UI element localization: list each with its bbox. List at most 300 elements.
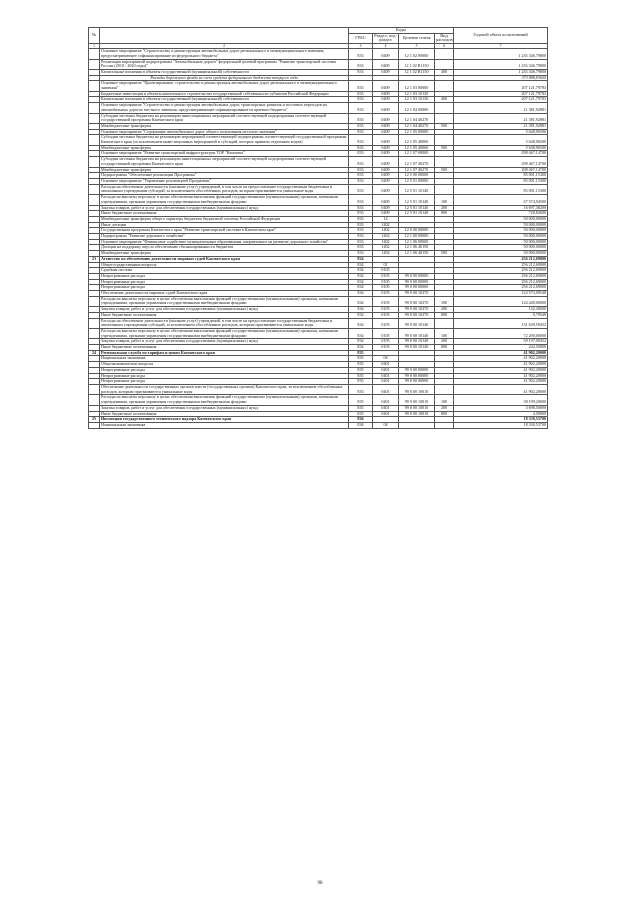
row-vid-cell xyxy=(435,59,454,69)
row-name-cell: Подпрограмма "Обеспечение реализации Программы" xyxy=(100,173,349,179)
row-target-cell: 12 5 01 10140 xyxy=(399,184,435,194)
row-target-cell: 99 0 00 10270 xyxy=(399,312,435,318)
row-razdel-cell: 04 xyxy=(373,422,399,428)
row-vid-cell xyxy=(435,113,454,123)
row-grbs-cell: 834 xyxy=(349,262,373,268)
table-row xyxy=(89,395,548,405)
row-target-cell: 99 0 00 10010 xyxy=(399,405,435,411)
row-name-cell: Межбюджетные трансферты общего характера бюджетам бюджетной системы Российской Федерации xyxy=(100,216,349,222)
row-grbs-cell: 833 xyxy=(349,113,373,123)
row-grbs-cell: 834 xyxy=(349,256,373,262)
row-amount-cell: 18 330,53700 xyxy=(454,417,548,423)
row-vid-cell: 800 xyxy=(435,411,454,417)
row-amount-cell: 50 000,00000 xyxy=(454,239,548,245)
row-name-cell: Непрограммные расходы xyxy=(100,367,349,373)
row-number-cell xyxy=(89,385,100,395)
row-amount-cell: 256 212,69000 xyxy=(454,285,548,291)
row-amount-cell: 373 988,83600 xyxy=(454,75,548,81)
table-body xyxy=(89,49,548,429)
row-name-cell: Основное мероприятие "Строительство и реконструкция автомобильных дорог, транспортных развязок и мостовых переходов на автомобильных дорогах местного значения, предусматривающее софинансирование из краевого бюджета" xyxy=(100,103,349,113)
row-vid-cell: 400 xyxy=(435,69,454,75)
row-razdel-cell: 1402 xyxy=(373,234,399,240)
row-grbs-cell: 834 xyxy=(349,345,373,351)
row-target-cell: 99 0 00 10140 xyxy=(399,345,435,351)
row-target-cell: 99 0 00 00000 xyxy=(399,367,435,373)
row-target-cell: 12 5 01 00000 xyxy=(399,178,435,184)
row-grbs-cell: 833 xyxy=(349,123,373,129)
row-name-cell: Государственная программа Камчатского края "Развитие транспортной системы в Камчатском крае" xyxy=(100,228,349,234)
row-razdel-cell: 1402 xyxy=(373,228,399,234)
row-grbs-cell: 834 xyxy=(349,339,373,345)
row-grbs-cell: 835 xyxy=(349,379,373,385)
row-grbs-cell: 833 xyxy=(349,205,373,211)
row-amount-cell: 124 573,09548 xyxy=(454,291,548,297)
row-vid-cell: 200 xyxy=(435,205,454,211)
row-razdel-cell: 0409 xyxy=(373,135,399,145)
row-target-cell: 12 1 02 R1150 xyxy=(399,69,435,75)
row-name-cell: Капитальные вложения в объекты государственной (муниципальной) собственности xyxy=(100,97,349,103)
row-grbs-cell: 833 xyxy=(349,234,373,240)
row-target-cell: 12 5 01 10140 xyxy=(399,211,435,217)
row-grbs-cell: 835 xyxy=(349,395,373,405)
row-grbs-cell: 834 xyxy=(349,328,373,338)
row-razdel-cell: 0401 xyxy=(373,395,399,405)
row-vid-cell xyxy=(435,157,454,167)
row-amount-cell: 50 000,00000 xyxy=(454,234,548,240)
row-target-cell: 99 0 00 00000 xyxy=(399,279,435,285)
row-name-cell: Субсидии местным бюджетам на реализацию инвестиционных мероприятий соответствующей подпрограммы соответствующей государственной программы Камчатского края xyxy=(100,157,349,167)
row-grbs-cell: 834 xyxy=(349,279,373,285)
row-grbs-cell: 835 xyxy=(349,385,373,395)
row-target-cell: 12 1 05 40060 xyxy=(399,135,435,145)
row-target-cell: 12 5 01 10140 xyxy=(399,205,435,211)
row-name-cell: Национальная экономика xyxy=(100,422,349,428)
row-name-cell: Расходы дорожного фонда за счет средств федерального бюджета текущего года xyxy=(100,75,349,81)
row-grbs-cell: 833 xyxy=(349,195,373,205)
row-amount-cell: 131 639,59452 xyxy=(454,318,548,328)
row-name-cell: Обеспечение деятельности государственных органов власти (государственных органов) Камчатского края, за исключением обособленных расходов, которым присваиваются уникальные коды xyxy=(100,385,349,395)
row-grbs-cell: 833 xyxy=(349,145,373,151)
row-razdel-cell: 0105 xyxy=(373,268,399,274)
row-number-cell xyxy=(89,113,100,123)
row-grbs-cell: 833 xyxy=(349,59,373,69)
row-name-cell: Основное мероприятие "Содержание автомобильных дорог общего пользования местного значения" xyxy=(100,129,349,135)
row-amount-cell: 1 233 346,79800 xyxy=(454,59,548,69)
row-name-cell: Основное мероприятие "Строительство и реконструкция автомобильных дорог регионального и межмуниципального значения, предусматривающее софинансирование из федерального бюджета" xyxy=(100,49,349,59)
row-razdel-cell: 0409 xyxy=(373,167,399,173)
row-grbs-cell: 835 xyxy=(349,367,373,373)
row-grbs-cell: 834 xyxy=(349,285,373,291)
column-number: 1 xyxy=(89,44,100,49)
row-grbs-cell: 833 xyxy=(349,157,373,167)
row-amount-cell: 256 212,69000 xyxy=(454,262,548,268)
row-razdel-cell: 0105 xyxy=(373,318,399,328)
row-name-cell: Судебная система xyxy=(100,268,349,274)
row-number-cell xyxy=(89,135,100,145)
row-number-cell xyxy=(89,395,100,405)
row-grbs-cell: 833 xyxy=(349,91,373,97)
header-grbs: ГРБС xyxy=(349,33,373,43)
row-grbs-cell: 833 xyxy=(349,239,373,245)
row-name-cell: Закупка товаров, работ и услуг для обеспечения государственных (муниципальных) нужд xyxy=(100,307,349,313)
page-number: 98 xyxy=(317,881,323,886)
row-name-cell: Иные бюджетные ассигнования xyxy=(100,211,349,217)
row-razdel-cell: 0409 xyxy=(373,211,399,217)
row-grbs-cell: 835 xyxy=(349,405,373,411)
row-name-cell: Дотации на поддержку мер по обеспечению сбалансированности бюджетов xyxy=(100,245,349,251)
row-vid-cell: 100 xyxy=(435,195,454,205)
row-name-cell: Межбюджетные трансферты xyxy=(100,251,349,257)
row-vid-cell: 100 xyxy=(435,328,454,338)
column-number: 6 xyxy=(435,44,454,49)
table-row xyxy=(89,422,548,428)
row-name-cell: Основное мероприятие "Финансовое содействие муниципальным образованиям, направленное на развитие дорожного хозяйства" xyxy=(100,239,349,245)
row-name-cell: Расходы на выплаты персоналу в целях обеспечения выполнения функций государственными (муниципальными) органами, казенными учреждениями, органами управления государственными внебюджетными фондами xyxy=(100,328,349,338)
row-name-cell: Агентство по обеспечению деятельности мировых судей Камчатского края xyxy=(100,256,349,262)
row-vid-cell: 800 xyxy=(435,211,454,217)
table-row xyxy=(89,296,548,306)
row-amount-cell: 298 467,14700 xyxy=(454,167,548,173)
row-target-cell: 99 0 00 10010 xyxy=(399,395,435,405)
row-vid-cell: 200 xyxy=(435,405,454,411)
row-name-cell: Межбюджетные трансферты xyxy=(100,123,349,129)
row-grbs-cell: 833 xyxy=(349,222,373,228)
row-target-cell: 12 1 06 40150 xyxy=(399,251,435,257)
row-number-cell xyxy=(89,422,100,428)
row-grbs-cell: 833 xyxy=(349,135,373,145)
row-amount-cell: 207 121,79783 xyxy=(454,97,548,103)
row-grbs-cell: 833 xyxy=(349,69,373,75)
row-name-cell: Иные дотации xyxy=(100,222,349,228)
row-grbs-cell: 835 xyxy=(349,411,373,417)
row-razdel-cell: 1402 xyxy=(373,245,399,251)
row-amount-cell: 85 001,15300 xyxy=(454,184,548,194)
row-number-cell xyxy=(89,318,100,328)
header-target-article: Целевая статья xyxy=(399,33,435,43)
row-number-cell xyxy=(89,195,100,205)
row-target-cell: 99 0 00 10270 xyxy=(399,291,435,297)
row-razdel-cell: 0409 xyxy=(373,113,399,123)
row-razdel-cell: 01 xyxy=(373,262,399,268)
row-amount-cell: 72 200,00000 xyxy=(454,328,548,338)
row-razdel-cell: 0401 xyxy=(373,411,399,417)
row-amount-cell: 50 000,00000 xyxy=(454,228,548,234)
row-name-cell: Основное мероприятие "Развитие транспортной инфраструктуры ТОР "Камчатка" xyxy=(100,151,349,157)
table-row xyxy=(89,81,548,91)
row-target-cell: 12 1 06 40150 xyxy=(399,245,435,251)
row-razdel-cell: 0105 xyxy=(373,291,399,297)
row-grbs-cell: 833 xyxy=(349,49,373,59)
row-grbs-cell: 834 xyxy=(349,268,373,274)
row-target-cell: 99 0 00 10270 xyxy=(399,307,435,313)
table-row xyxy=(89,135,548,145)
row-razdel-cell: 0409 xyxy=(373,69,399,75)
row-razdel-cell: 0409 xyxy=(373,195,399,205)
row-amount-cell: 21 381,92881 xyxy=(454,123,548,129)
row-vid-cell xyxy=(435,184,454,194)
row-target-cell: 12 1 07 40270 xyxy=(399,167,435,173)
row-vid-cell: 400 xyxy=(435,97,454,103)
row-target-cell: 12 1 04 40270 xyxy=(399,123,435,129)
row-target-cell: 99 0 00 10140 xyxy=(399,318,435,328)
row-razdel-cell: 0105 xyxy=(373,307,399,313)
row-target-cell: 12 1 00 00000 xyxy=(399,234,435,240)
row-number-cell xyxy=(89,157,100,167)
row-grbs-cell: 834 xyxy=(349,318,373,328)
row-amount-cell: 18 330,53700 xyxy=(454,422,548,428)
row-amount-cell: 256 212,69000 xyxy=(454,268,548,274)
row-amount-cell: 298 467,14700 xyxy=(454,157,548,167)
row-target-cell: 12 1 03 10130 xyxy=(399,97,435,103)
row-target-cell: 99 0 00 00000 xyxy=(399,373,435,379)
row-razdel-cell: 0105 xyxy=(373,345,399,351)
row-grbs-cell: 833 xyxy=(349,173,373,179)
row-amount-cell: 298 467,14700 xyxy=(454,151,548,157)
row-grbs-cell: 833 xyxy=(349,151,373,157)
row-target-cell: 12 1 02 00000 xyxy=(399,49,435,59)
row-grbs-cell: 833 xyxy=(349,97,373,103)
row-amount-cell: 132,30000 xyxy=(454,307,548,313)
row-name-cell: Расходы на выплаты персоналу в целях обеспечения выполнения функций государственными (муниципальными) органами, казенными учреждениями, органами управления государственными внебюджетными фондами xyxy=(100,296,349,306)
row-razdel-cell: 0409 xyxy=(373,97,399,103)
row-amount-cell: 1 233 346,79800 xyxy=(454,49,548,59)
row-amount-cell: 16 697,38200 xyxy=(454,205,548,211)
row-grbs-cell: 835 xyxy=(349,356,373,362)
table-row xyxy=(89,113,548,123)
header-annual-amount: Годовой объем ассигнований xyxy=(454,28,548,44)
row-target-cell: 99 0 00 10140 xyxy=(399,339,435,345)
row-grbs-cell: 836 xyxy=(349,417,373,423)
row-amount-cell: 38 199,20000 xyxy=(454,395,548,405)
row-razdel-cell: 0105 xyxy=(373,296,399,306)
row-vid-cell: 500 xyxy=(435,251,454,257)
row-razdel-cell: 0409 xyxy=(373,49,399,59)
row-vid-cell xyxy=(435,318,454,328)
row-name-cell: Непрограммные расходы xyxy=(100,373,349,379)
row-amount-cell: 1 233 346,79800 xyxy=(454,69,548,75)
row-razdel-cell: 14 xyxy=(373,216,399,222)
row-razdel-cell: 0105 xyxy=(373,285,399,291)
row-grbs-cell: 835 xyxy=(349,350,373,356)
row-name-cell: Закупка товаров, работ и услуг для обеспечения государственных (муниципальных) нужд xyxy=(100,405,349,411)
row-target-cell: 12 1 03 00000 xyxy=(399,81,435,91)
row-razdel-cell: 0409 xyxy=(373,151,399,157)
row-target-cell: 12 1 03 10130 xyxy=(399,91,435,97)
row-amount-cell: 41 902,20000 xyxy=(454,379,548,385)
row-amount-cell: 41 902,20000 xyxy=(454,350,548,356)
row-target-cell: 12 1 07 00000 xyxy=(399,151,435,157)
row-razdel-cell: 0409 xyxy=(373,157,399,167)
row-vid-cell xyxy=(435,103,454,113)
row-razdel-cell: 0401 xyxy=(373,405,399,411)
row-razdel-cell: 1402 xyxy=(373,239,399,245)
row-razdel-cell: 0401 xyxy=(373,379,399,385)
row-target-cell xyxy=(399,422,435,428)
table-row xyxy=(89,49,548,59)
row-razdel-cell: 0409 xyxy=(373,123,399,129)
row-razdel-cell: 0409 xyxy=(373,91,399,97)
row-grbs-cell: 834 xyxy=(349,273,373,279)
row-razdel-cell: 0409 xyxy=(373,103,399,113)
row-number-cell xyxy=(89,103,100,113)
row-grbs-cell: 833 xyxy=(349,211,373,217)
row-target-cell: 99 0 00 00000 xyxy=(399,379,435,385)
row-name-cell: Общеэкономические вопросы xyxy=(100,362,349,368)
row-amount-cell: 21 381,92881 xyxy=(454,113,548,123)
row-target-cell: 99 0 00 00000 xyxy=(399,273,435,279)
row-amount-cell: 256 212,69000 xyxy=(454,279,548,285)
row-amount-cell: 5 648,96500 xyxy=(454,135,548,145)
row-name-cell: Межбюджетные трансферты xyxy=(100,145,349,151)
row-target-cell: 12 1 05 40060 xyxy=(399,145,435,151)
row-razdel-cell: 0409 xyxy=(373,81,399,91)
budget-table-page xyxy=(88,27,547,429)
row-amount-cell: 207 121,79783 xyxy=(454,91,548,97)
row-target-cell: 12 1 04 40270 xyxy=(399,113,435,123)
row-amount-cell: 124 440,00000 xyxy=(454,296,548,306)
row-amount-cell: 256 212,69000 xyxy=(454,273,548,279)
row-name-cell: Общегосударственные вопросы xyxy=(100,262,349,268)
row-target-cell: 12 1 04 00000 xyxy=(399,103,435,113)
row-razdel-cell: 0409 xyxy=(373,145,399,151)
row-vid-cell: 800 xyxy=(435,345,454,351)
row-name-cell: Субсидии местным бюджетам на реализацию мероприятий соответствующей подпрограммы соответствующей государственной программы Камчатского края (за исключением инвестиционных мероприятий и субсидий, которые приняты отдельным кодом) xyxy=(100,135,349,145)
row-grbs-cell: 834 xyxy=(349,307,373,313)
row-vid-cell xyxy=(435,385,454,395)
row-razdel-cell: 1402 xyxy=(373,222,399,228)
table-row xyxy=(89,157,548,167)
row-razdel-cell: 0401 xyxy=(373,385,399,395)
header-razdel: Раздел, под-раздел xyxy=(374,33,397,43)
row-number-cell: 25 xyxy=(89,417,100,423)
row-name-cell: Иные бюджетные ассигнования xyxy=(100,312,349,318)
row-name-cell: Непрограммные расходы xyxy=(100,379,349,385)
row-razdel-cell: 0401 xyxy=(373,373,399,379)
row-amount-cell: 50 000,00000 xyxy=(454,251,548,257)
column-number: 4 xyxy=(373,44,399,49)
row-amount-cell: 0,79548 xyxy=(454,312,548,318)
header-codes: Коды xyxy=(349,28,454,34)
row-name-cell: Расходы на обеспечение деятельности (оказание услуг) учреждений, в том числе на предоставление государственным бюджетным и автономным учреждениям субсидий, за исключением обособленных расходов, которым присваиваются уникальные коды xyxy=(100,318,349,328)
row-number-cell: 24 xyxy=(89,350,100,356)
row-name-cell: Субсидии местным бюджетам на реализацию инвестиционных мероприятий соответствующей подпрограммы соответствующей государственной программы Камчатского края xyxy=(100,113,349,123)
table-row xyxy=(89,318,548,328)
row-amount-cell: 5 648,96500 xyxy=(454,145,548,151)
row-target-cell: 99 0 00 10270 xyxy=(399,296,435,306)
row-target-cell: 12 5 00 00000 xyxy=(399,173,435,179)
row-number-cell: 23 xyxy=(89,256,100,262)
row-razdel-cell: 0401 xyxy=(373,362,399,368)
row-number-cell xyxy=(89,184,100,194)
row-name-cell: Непрограммные расходы xyxy=(100,279,349,285)
row-grbs-cell: 834 xyxy=(349,296,373,306)
row-amount-cell: 242,50000 xyxy=(454,345,548,351)
row-target-cell: 12 5 01 10140 xyxy=(399,195,435,205)
row-name-cell: Обеспечение деятельности мировых судей Камчатского края xyxy=(100,291,349,297)
row-name-cell: Подпрограмма "Развитие дорожного хозяйства" xyxy=(100,234,349,240)
row-vid-cell xyxy=(435,135,454,145)
row-razdel-cell: 0409 xyxy=(373,173,399,179)
row-number-cell xyxy=(89,49,100,59)
row-name-cell: Основное мероприятие "Управление реализацией Программы" xyxy=(100,178,349,184)
row-name-cell: Расходы на обеспечение деятельности (оказание услуг) учреждений, в том числе на предоставление государственным бюджетным и автономным учреждениям субсидий, за исключением обособленных расходов, которым присваиваются уникальные коды xyxy=(100,184,349,194)
row-amount-cell: 21 381,92881 xyxy=(454,103,548,113)
row-amount-cell: 85 001,15300 xyxy=(454,173,548,179)
row-name-cell: Иные бюджетные ассигнования xyxy=(100,411,349,417)
row-target-cell: 12 0 00 00000 xyxy=(399,228,435,234)
row-name-cell: Расходы на выплаты персоналу в целях обеспечения выполнения функций государственными (муниципальными) органами, казенными учреждениями, органами управления государственными внебюджетными фондами xyxy=(100,195,349,205)
row-razdel-cell: 04 xyxy=(373,356,399,362)
row-name-cell: Закупка товаров, работ и услуг для обеспечения государственных (муниципальных) нужд xyxy=(100,339,349,345)
row-grbs-cell: 836 xyxy=(349,422,373,428)
row-name-cell: Закупка товаров, работ и услуг для обеспечения государственных (муниципальных) нужд xyxy=(100,205,349,211)
row-name-cell: Реализация мероприятий подпрограммы "Автомобильные дороги" федеральной целевой программы "Развитие транспортной системы России (2010 - 2020 годы)" xyxy=(100,59,349,69)
row-target-cell: 12 1 07 40270 xyxy=(399,157,435,167)
row-amount-cell: 41 902,20000 xyxy=(454,367,548,373)
column-number: 5 xyxy=(399,44,435,49)
row-grbs-cell: 833 xyxy=(349,167,373,173)
column-number: 7 xyxy=(454,44,548,49)
row-amount-cell: 50 000,00000 xyxy=(454,245,548,251)
row-amount-cell: 41 902,20000 xyxy=(454,362,548,368)
row-amount-cell: 207 121,79783 xyxy=(454,81,548,91)
row-grbs-cell: 835 xyxy=(349,362,373,368)
row-vid-cell: 500 xyxy=(435,123,454,129)
row-target-cell: 99 0 00 00000 xyxy=(399,285,435,291)
header-number: № xyxy=(89,28,100,44)
row-grbs-cell: 833 xyxy=(349,245,373,251)
row-amount-cell: 3 698,50000 xyxy=(454,405,548,411)
row-name-cell: Региональная служба по тарифам и ценам Камчатского края xyxy=(100,350,349,356)
row-grbs-cell: 833 xyxy=(349,103,373,113)
row-grbs-cell: 833 xyxy=(349,129,373,135)
row-vid-cell xyxy=(435,81,454,91)
row-razdel-cell: 0105 xyxy=(373,279,399,285)
header-name xyxy=(100,28,349,44)
row-name-cell: Иные бюджетные ассигнования xyxy=(100,345,349,351)
row-name-cell: Межбюджетные трансферты xyxy=(100,167,349,173)
row-amount-cell: 5 648,96500 xyxy=(454,129,548,135)
row-target-cell: 99 0 00 10140 xyxy=(399,328,435,338)
row-grbs-cell: 833 xyxy=(349,251,373,257)
header-expense-type: Вид расходов xyxy=(436,33,453,43)
row-name-cell: Основное мероприятие "Проектирование, строительство и реконструкция автомобильных дорог регионального и межмуниципального значения" xyxy=(100,81,349,91)
row-amount-cell: 85 001,15300 xyxy=(454,178,548,184)
budget-allocation-table xyxy=(88,27,548,429)
row-razdel-cell: 0409 xyxy=(373,59,399,69)
row-vid-cell: 500 xyxy=(435,167,454,173)
row-amount-cell: 256 212,69000 xyxy=(454,256,548,262)
row-target-cell: 12 1 02 R1150 xyxy=(399,59,435,69)
row-grbs-cell: 833 xyxy=(349,184,373,194)
row-number-cell xyxy=(89,296,100,306)
row-razdel-cell: 0105 xyxy=(373,273,399,279)
row-grbs-cell: 833 xyxy=(349,81,373,91)
row-grbs-cell: 833 xyxy=(349,228,373,234)
row-amount-cell: 50 000,00000 xyxy=(454,222,548,228)
row-amount-cell: 41 902,20000 xyxy=(454,373,548,379)
table-row xyxy=(89,59,548,69)
row-vid-cell xyxy=(435,422,454,428)
column-number: 3 xyxy=(349,44,373,49)
row-razdel-cell: 0105 xyxy=(373,328,399,338)
row-number-cell xyxy=(89,59,100,69)
row-target-cell: 99 0 00 10010 xyxy=(399,411,435,417)
row-razdel-cell: 0409 xyxy=(373,184,399,194)
table-row xyxy=(89,195,548,205)
table-row xyxy=(89,385,548,395)
row-razdel-cell: 0105 xyxy=(373,312,399,318)
